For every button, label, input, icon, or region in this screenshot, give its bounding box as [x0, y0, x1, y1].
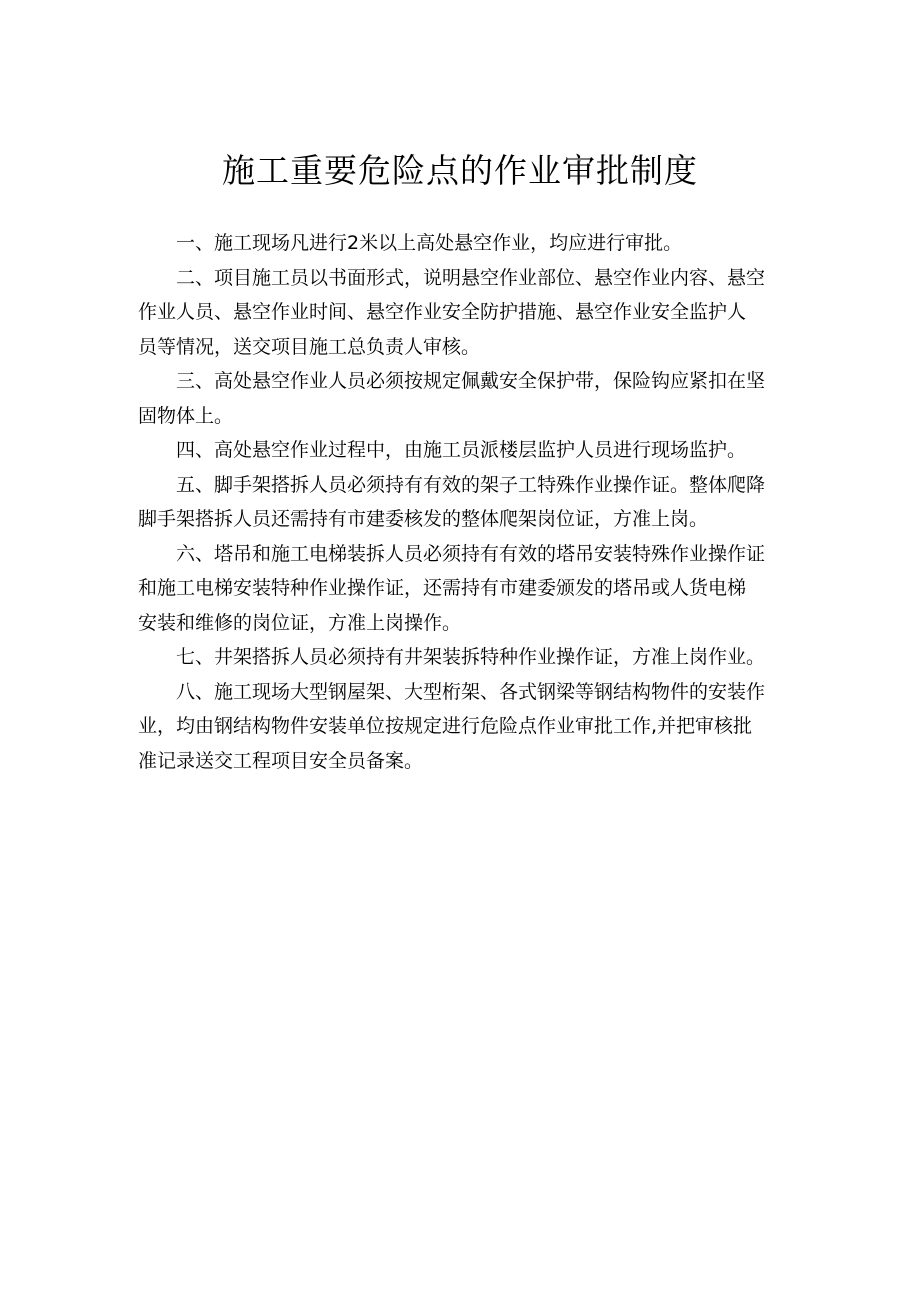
- paragraph-2: 二、项目施工员以书面形式，说明悬空作业部位、悬空作业内容、悬空 作业人员、悬空作业时间、悬空作业安全防护措施、悬空作业安全监护人 员等情况，送交项目施工总负责人审核。: [138, 266, 766, 358]
- paragraph-3: 三、高处悬空作业人员必须按规定佩戴安全保护带，保险钩应紧扣在坚 固物体上。: [138, 370, 766, 427]
- paragraph-6: 六、塔吊和施工电梯装拆人员必须持有有效的塔吊安装特殊作业操作证 和施工电梯安装特种作业操作证，还需持有市建委颁发的塔吊或人货电梯 安装和维修的岗位证，方准上岗操作。: [138, 542, 766, 634]
- paragraph-5: 五、脚手架搭拆人员必须持有有效的架子工特殊作业操作证。整体爬降 脚手架搭拆人员还需持有市建委核发的整体爬架岗位证，方准上岗。: [138, 473, 766, 530]
- paragraph-8: 八、施工现场大型钢屋架、大型桁架、各式钢梁等钢结构物件的安装作 业，均由钢结构物件安装单位按规定进行危险点作业审批工作,并把审核批 准记录送交工程项目安全员备案。: [138, 680, 766, 772]
- paragraph-1: 一、施工现场凡进行2米以上高处悬空作业，均应进行审批。: [176, 232, 683, 254]
- document-body: [138, 226, 798, 778]
- paragraph-4: 四、高处悬空作业过程中，由施工员派楼层监护人员进行现场监护。: [176, 439, 747, 461]
- paragraph-7: 七、井架搭拆人员必须持有井架装拆特种作业操作证，方准上岗作业。: [176, 646, 766, 668]
- document-title: 施工重要危险点的作业审批制度: [222, 151, 698, 190]
